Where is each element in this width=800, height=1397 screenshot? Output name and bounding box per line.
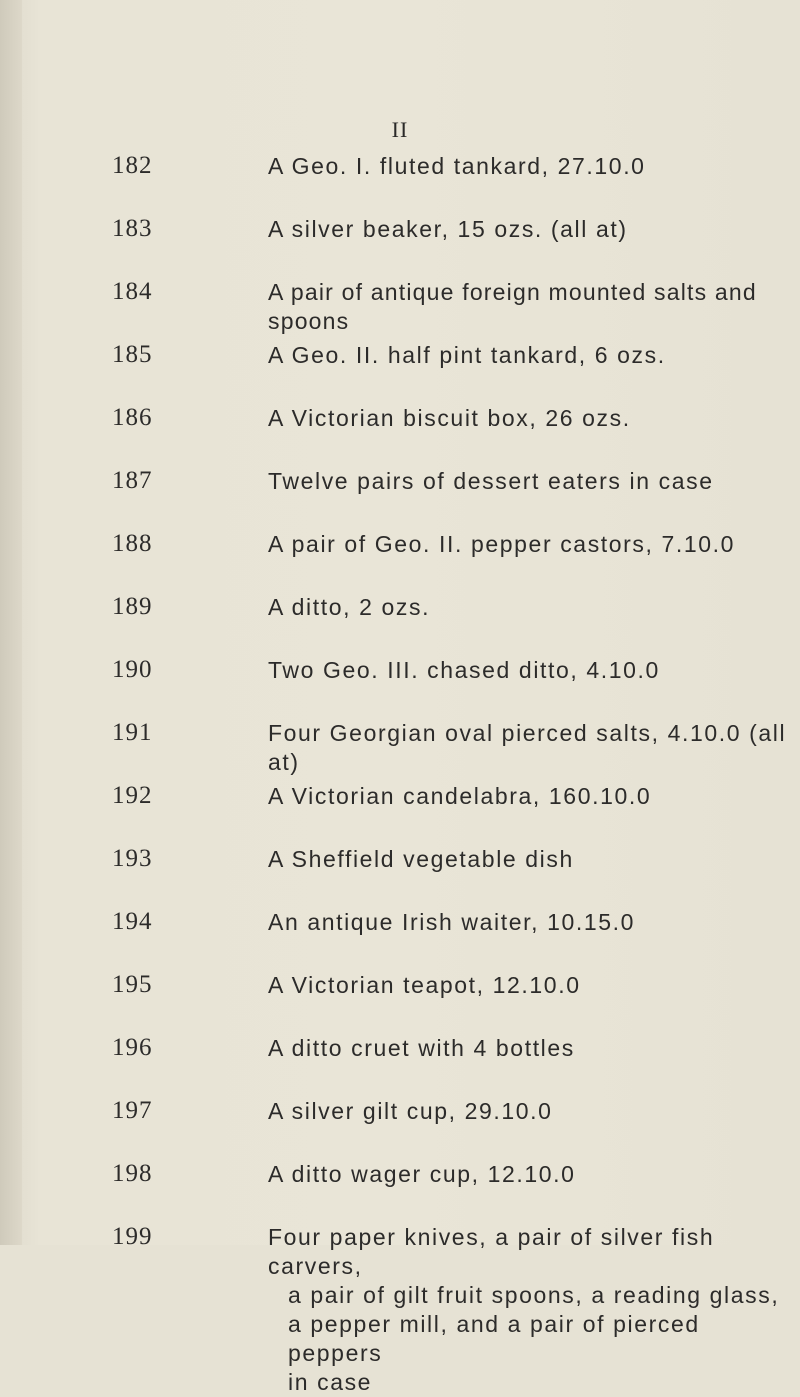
lot-number: 193	[112, 845, 153, 872]
lot-description: A ditto wager cup, 12.10.0	[268, 1161, 576, 1187]
lot-number: 199	[112, 1223, 153, 1250]
lot-number: 185	[112, 341, 153, 368]
lot-description: A silver gilt cup, 29.10.0	[268, 1098, 553, 1124]
lot-description: Twelve pairs of dessert eaters in case	[268, 468, 714, 494]
lot-number: 195	[112, 971, 153, 998]
lot-description: A pair of antique foreign mounted salts and spoons	[268, 279, 757, 334]
lot-number: 182	[112, 152, 153, 179]
lot-description: A pair of Geo. II. pepper castors, 7.10.0	[268, 531, 736, 557]
lot-number: 189	[112, 593, 153, 620]
lot-description: An antique Irish waiter, 10.15.0	[268, 909, 636, 935]
lot-number: 188	[112, 530, 153, 557]
lot-description: Four Georgian oval pierced salts, 4.10.0 (all at)	[268, 720, 787, 775]
lot-description: A Victorian candelabra, 160.10.0	[268, 783, 652, 809]
lot-description	[268, 1223, 788, 1397]
lot-description: A Geo. II. half pint tankard, 6 ozs.	[268, 342, 666, 368]
lot-description: A Geo. I. fluted tankard, 27.10.0	[268, 153, 646, 179]
lot-description-line: Four paper knives, a pair of silver fish carvers,	[268, 1224, 715, 1279]
lot-number: 187	[112, 467, 153, 494]
lot-description-line: in case	[288, 1369, 373, 1395]
lot-description: A ditto, 2 ozs.	[268, 594, 431, 620]
lot-number: 196	[112, 1034, 153, 1061]
page-gutter	[0, 0, 22, 1245]
lot-description-line: a pepper mill, and a pair of pierced peppers	[288, 1311, 700, 1366]
lot-number: 184	[112, 278, 153, 305]
lot-number: 197	[112, 1097, 153, 1124]
lot-description: A ditto cruet with 4 bottles	[268, 1035, 575, 1061]
lot-number: 194	[112, 908, 153, 935]
lot-description-line: a pair of gilt fruit spoons, a reading glass,	[288, 1282, 780, 1308]
lot-number: 198	[112, 1160, 153, 1187]
lot-number: 186	[112, 404, 153, 431]
lot-number: 190	[112, 656, 153, 683]
lot-number: 191	[112, 719, 153, 746]
lot-description: A Victorian biscuit box, 26 ozs.	[268, 405, 631, 431]
page-number: II	[391, 117, 409, 142]
lot-description: A Sheffield vegetable dish	[268, 846, 574, 872]
lot-description: A Victorian teapot, 12.10.0	[268, 972, 581, 998]
lot-description: Two Geo. III. chased ditto, 4.10.0	[268, 657, 660, 683]
lot-number: 183	[112, 215, 153, 242]
lot-number: 192	[112, 782, 153, 809]
lot-description: A silver beaker, 15 ozs. (all at)	[268, 216, 628, 242]
